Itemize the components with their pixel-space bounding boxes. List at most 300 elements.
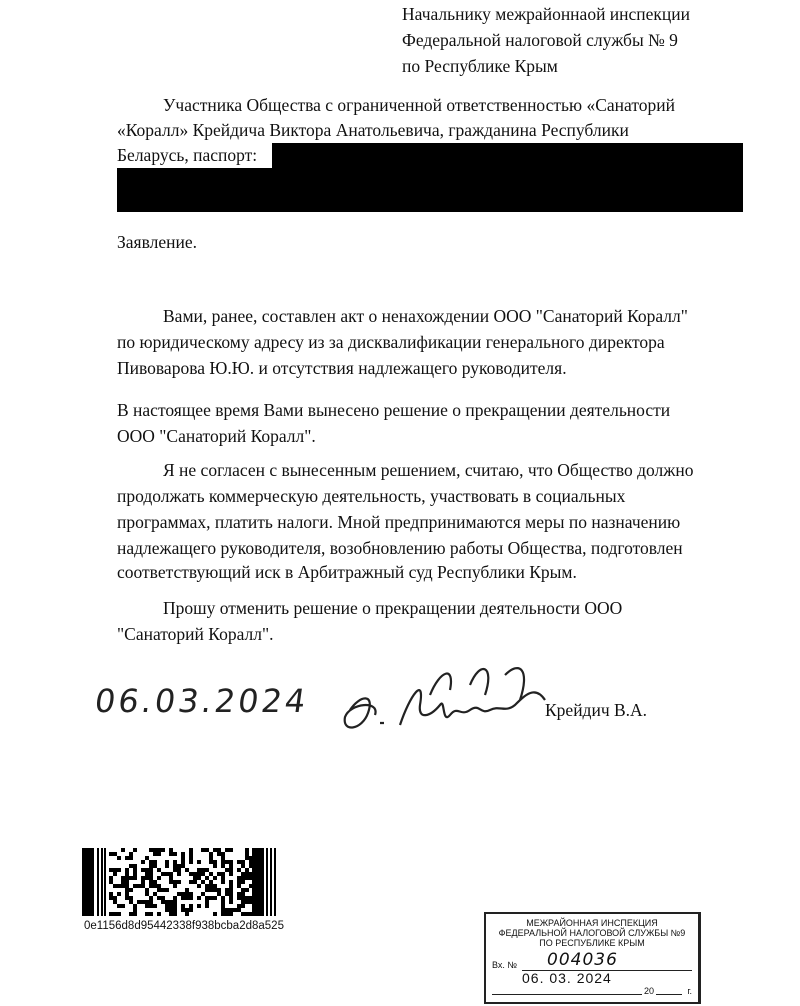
barcode-module (241, 912, 245, 916)
barcode-module (117, 868, 121, 872)
barcode-module (189, 856, 193, 860)
barcode-module (213, 876, 217, 880)
barcode-module (221, 860, 225, 864)
barcode-module (209, 888, 213, 892)
barcode-module (157, 848, 161, 852)
barcode-module (149, 896, 153, 900)
barcode-module (145, 888, 149, 892)
barcode-module (249, 872, 253, 876)
barcode-module (241, 864, 245, 868)
barcode-module (217, 872, 221, 876)
stamp-date: 06. 03. 2024 (522, 970, 612, 986)
barcode-module (125, 880, 129, 884)
barcode-module (229, 900, 233, 904)
barcode-module (173, 880, 177, 884)
registration-stamp (484, 912, 701, 1004)
barcode-module (173, 860, 177, 864)
barcode-module (237, 896, 241, 900)
barcode-module (157, 896, 161, 900)
barcode-module (149, 864, 153, 868)
barcode-module (229, 880, 233, 884)
barcode-module (205, 904, 209, 908)
barcode-module (157, 912, 161, 916)
barcode-module (229, 860, 233, 864)
barcode-module (189, 852, 193, 856)
paragraph-line: Вами, ранее, составлен акт о ненахождении ООО "Санаторий Коралл" (163, 306, 688, 326)
barcode-module (181, 904, 185, 908)
barcode-module (197, 868, 201, 872)
barcode-module (213, 888, 217, 892)
barcode-module (221, 896, 225, 900)
barcode-module (149, 884, 153, 888)
barcode-module (201, 848, 205, 852)
barcode-module (121, 904, 125, 908)
barcode-module (185, 908, 189, 912)
barcode-module (169, 872, 173, 876)
barcode-module (129, 900, 133, 904)
barcode-module (225, 908, 229, 912)
barcode-module (237, 908, 241, 912)
barcode-module (153, 880, 157, 884)
barcode-module (197, 896, 201, 900)
barcode-module (245, 848, 249, 852)
barcode-module (229, 912, 233, 916)
barcode-module (229, 864, 233, 868)
barcode-module (249, 884, 253, 888)
barcode-module (201, 880, 205, 884)
barcode-module (121, 848, 125, 852)
barcode-module (125, 872, 129, 876)
barcode-module (113, 912, 117, 916)
barcode-module (241, 888, 245, 892)
barcode-module (169, 900, 173, 904)
barcode-module (165, 904, 169, 908)
barcode-module (117, 856, 121, 860)
barcode-module (205, 900, 209, 904)
barcode-module (125, 884, 129, 888)
barcode-module (245, 868, 249, 872)
barcode-module (101, 848, 103, 916)
barcode-module (197, 884, 201, 888)
barcode-module (109, 896, 113, 900)
barcode-module (193, 876, 197, 880)
barcode-module (205, 888, 209, 892)
barcode-module (153, 884, 157, 888)
barcode-module (145, 868, 149, 872)
paragraph-line: ООО "Санаторий Коралл". (117, 426, 316, 446)
barcode-module (129, 856, 133, 860)
barcode-module (229, 884, 233, 888)
barcode-module (161, 896, 165, 900)
barcode-module (189, 848, 193, 852)
barcode-module (229, 896, 233, 900)
barcode-module (221, 904, 225, 908)
barcode-module (181, 892, 185, 896)
barcode-module (241, 876, 245, 880)
barcode-module (137, 900, 141, 904)
barcode-module (173, 900, 177, 904)
barcode-module (270, 848, 272, 916)
barcode-module (225, 860, 229, 864)
stamp-line: ФЕДЕРАЛЬНОЙ НАЛОГОВОЙ СЛУЖБЫ №9 (498, 928, 686, 938)
barcode-module (109, 880, 113, 884)
paragraph-line: программах, платить налоги. Мной предпринимаются меры по назначению (117, 512, 681, 532)
barcode-module (249, 856, 253, 860)
barcode-module (205, 868, 209, 872)
sender-line: Беларусь, паспорт: (117, 145, 258, 165)
barcode-module (169, 880, 173, 884)
redaction-box (272, 143, 743, 169)
barcode-module (252, 848, 264, 916)
barcode-module (189, 880, 193, 884)
barcode-module (113, 852, 117, 856)
barcode-module (245, 896, 249, 900)
barcode-module (189, 860, 193, 864)
barcode-module (141, 880, 145, 884)
barcode-module (153, 904, 157, 908)
barcode-module (129, 864, 133, 868)
barcode-module (161, 848, 165, 852)
barcode-module (221, 864, 225, 868)
barcode-module (141, 900, 145, 904)
incoming-label: Вх. № (492, 960, 518, 970)
barcode-module (117, 892, 121, 896)
barcode-module (173, 904, 177, 908)
barcode-module (169, 908, 173, 912)
barcode-module (213, 848, 217, 852)
year-prefix: 20 (644, 986, 655, 996)
barcode-module (181, 852, 185, 856)
barcode-module (169, 912, 173, 916)
year-suffix: г. (687, 986, 692, 996)
barcode-module (165, 888, 169, 892)
barcode-module (241, 872, 245, 876)
paragraph-line: В настоящее время Вами вынесено решение о прекращении деятельности (117, 400, 671, 420)
barcode-module (141, 860, 145, 864)
barcode-module (229, 872, 233, 876)
barcode-module (209, 884, 213, 888)
barcode-module (157, 876, 161, 880)
barcode-module (221, 852, 225, 856)
barcode-module (229, 888, 233, 892)
barcode-module (221, 872, 225, 876)
barcode-module (109, 912, 113, 916)
signature (330, 655, 570, 740)
barcode-module (225, 848, 229, 852)
barcode-module (173, 868, 177, 872)
barcode-module (241, 896, 245, 900)
barcode-module (209, 880, 213, 884)
barcode-module (209, 896, 213, 900)
barcode-module (133, 864, 137, 868)
barcode-module (181, 860, 185, 864)
barcode-module (117, 904, 121, 908)
paragraph-line: "Санаторий Коралл". (117, 624, 274, 644)
barcode-module (245, 912, 249, 916)
barcode-module (181, 896, 185, 900)
barcode-module (145, 872, 149, 876)
barcode-module (241, 880, 245, 884)
barcode-module (245, 876, 249, 880)
barcode-module (237, 904, 241, 908)
barcode-module (149, 904, 153, 908)
barcode-module (221, 900, 225, 904)
barcode-text: 0e1156d8d95442338f938bcba2d8a525 (84, 920, 284, 932)
paragraph-line: Прошу отменить решение о прекращении деятельности ООО (163, 598, 623, 618)
barcode-module (173, 864, 177, 868)
barcode-module (249, 912, 253, 916)
barcode-module (145, 892, 149, 896)
sender-line: «Коралл» Крейдича Виктора Анатольевича, гражданина Республики (117, 120, 629, 140)
barcode-module (229, 908, 233, 912)
barcode-module (225, 892, 229, 896)
barcode-module (233, 908, 237, 912)
barcode-module (169, 876, 173, 880)
barcode-module (177, 864, 181, 868)
barcode-module (189, 872, 193, 876)
barcode-module (125, 888, 129, 892)
paragraph-line: Я не согласен с вынесенным решением, считаю, что Общество должно (163, 460, 694, 480)
barcode-module (133, 904, 137, 908)
barcode-module (121, 880, 125, 884)
barcode-module (169, 904, 173, 908)
barcode-module (113, 868, 117, 872)
barcode-module (249, 864, 253, 868)
barcode-module (149, 848, 153, 852)
barcode-module (109, 868, 113, 872)
barcode-module (197, 904, 201, 908)
barcode-module (177, 872, 181, 876)
barcode-module (241, 904, 245, 908)
paragraph-line: надлежащего руководителя, возобновлению работы Общества, подготовлен (117, 538, 683, 558)
barcode-module (173, 852, 177, 856)
barcode-module (213, 864, 217, 868)
barcode-module (149, 868, 153, 872)
barcode-module (221, 876, 225, 880)
barcode-module (225, 868, 229, 872)
barcode-module (145, 876, 149, 880)
barcode-module (145, 904, 149, 908)
barcode-module (221, 912, 225, 916)
barcode-module (165, 860, 169, 864)
barcode-module (213, 860, 217, 864)
barcode-module (149, 880, 153, 884)
barcode-module (237, 884, 241, 888)
barcode-module (129, 852, 133, 856)
barcode-module (237, 876, 241, 880)
barcode-module (181, 856, 185, 860)
barcode-module (185, 892, 189, 896)
addressee-line: Начальнику межрайоннаой инспекции (402, 4, 691, 24)
addressee-line: по Республике Крым (402, 56, 558, 76)
barcode-module (157, 868, 161, 872)
barcode-module (137, 884, 141, 888)
barcode-module (205, 896, 209, 900)
barcode-module (177, 880, 181, 884)
barcode-module (133, 908, 137, 912)
barcode-module (209, 872, 213, 876)
barcode-module (169, 852, 173, 856)
barcode-module (141, 876, 145, 880)
barcode-module (173, 896, 177, 900)
barcode-module (197, 876, 201, 880)
barcode-module (225, 888, 229, 892)
barcode (82, 848, 277, 918)
barcode-module (133, 884, 137, 888)
barcode-module (217, 848, 221, 852)
barcode-module (217, 888, 221, 892)
barcode-module (201, 872, 205, 876)
paragraph-line: по юридическому адресу из за дисквалификации генерального директора (117, 332, 665, 352)
barcode-module (104, 848, 106, 916)
incoming-number: 004036 (547, 950, 618, 970)
barcode-module (181, 908, 185, 912)
stamp-line: МЕЖРАЙОННАЯ ИНСПЕКЦИЯ (526, 918, 658, 928)
barcode-module (125, 892, 129, 896)
barcode-module (165, 872, 169, 876)
barcode-module (161, 872, 165, 876)
stamp-line: ПО РЕСПУБЛИКЕ КРЫМ (539, 938, 645, 948)
barcode-module (237, 860, 241, 864)
barcode-module (189, 908, 193, 912)
barcode-module (185, 868, 189, 872)
barcode-module (121, 876, 125, 880)
barcode-module (177, 892, 181, 896)
document-title: Заявление. (117, 232, 197, 252)
barcode-module (245, 888, 249, 892)
barcode-module (113, 896, 117, 900)
barcode-module (109, 876, 113, 880)
barcode-module (237, 880, 241, 884)
barcode-module (217, 892, 221, 896)
barcode-module (249, 876, 253, 880)
barcode-module (193, 880, 197, 884)
barcode-module (189, 896, 193, 900)
barcode-module (197, 860, 201, 864)
barcode-module (266, 848, 268, 916)
barcode-module (169, 848, 173, 852)
barcode-module (153, 860, 157, 864)
barcode-module (165, 900, 169, 904)
barcode-module (229, 848, 233, 852)
barcode-module (173, 884, 177, 888)
barcode-module (121, 884, 125, 888)
barcode-module (249, 900, 253, 904)
barcode-module (197, 872, 201, 876)
barcode-module (221, 908, 225, 912)
barcode-module (245, 856, 249, 860)
barcode-module (213, 896, 217, 900)
barcode-module (125, 868, 129, 872)
redaction-box (117, 168, 743, 212)
barcode-module (149, 872, 153, 876)
barcode-module (205, 848, 209, 852)
barcode-module (205, 876, 209, 880)
barcode-module (217, 852, 221, 856)
barcode-module (161, 900, 165, 904)
barcode-module (133, 872, 137, 876)
sender-line: Участника Общества с ограниченной ответственностью «Санаторий (163, 95, 675, 115)
barcode-module (165, 864, 169, 868)
barcode-module (125, 856, 129, 860)
barcode-module (149, 900, 153, 904)
barcode-module (209, 852, 213, 856)
barcode-module (145, 912, 149, 916)
barcode-module (141, 884, 145, 888)
barcode-module (185, 896, 189, 900)
barcode-module (82, 848, 94, 916)
barcode-module (245, 900, 249, 904)
barcode-module (189, 904, 193, 908)
barcode-module (181, 864, 185, 868)
barcode-module (133, 868, 137, 872)
barcode-module (109, 852, 113, 856)
barcode-module (161, 888, 165, 892)
barcode-module (245, 852, 249, 856)
barcode-module (129, 876, 133, 880)
barcode-module (185, 912, 189, 916)
barcode-module (117, 912, 121, 916)
barcode-module (157, 852, 161, 856)
barcode-module (133, 912, 137, 916)
barcode-module (221, 856, 225, 860)
barcode-module (221, 880, 225, 884)
barcode-module (109, 892, 113, 896)
barcode-module (117, 884, 121, 888)
barcode-module (157, 888, 161, 892)
barcode-module (241, 900, 245, 904)
barcode-module (225, 912, 229, 916)
barcode-module (213, 884, 217, 888)
barcode-module (145, 900, 149, 904)
barcode-module (141, 868, 145, 872)
barcode-module (133, 876, 137, 880)
barcode-module (173, 908, 177, 912)
barcode-module (153, 892, 157, 896)
barcode-module (249, 896, 253, 900)
barcode-module (237, 868, 241, 872)
barcode-module (125, 876, 129, 880)
barcode-module (113, 884, 117, 888)
paragraph-line: продолжать коммерческую деятельность, участвовать в социальных (117, 486, 626, 506)
barcode-module (129, 888, 133, 892)
barcode-module (189, 892, 193, 896)
barcode-module (201, 892, 205, 896)
barcode-module (205, 884, 209, 888)
signature-name: Крейдич В.А. (545, 700, 648, 720)
barcode-module (129, 912, 133, 916)
stamp-incoming-row (492, 950, 692, 970)
barcode-module (185, 888, 189, 892)
barcode-module (213, 912, 217, 916)
barcode-module (229, 892, 233, 896)
barcode-module (165, 908, 169, 912)
barcode-module (149, 912, 153, 916)
handwritten-date: 06.03.2024 (92, 682, 311, 720)
barcode-module (125, 896, 129, 900)
paragraph-line: Пивоварова Ю.Ю. и отсутствия надлежащего руководителя. (117, 358, 567, 378)
barcode-module (113, 900, 117, 904)
addressee-line: Федеральной налоговой службы № 9 (402, 30, 678, 50)
barcode-module (153, 864, 157, 868)
barcode-module (241, 860, 245, 864)
barcode-module (245, 872, 249, 876)
barcode-module (113, 872, 117, 876)
barcode-module (133, 848, 137, 852)
barcode-module (153, 852, 157, 856)
barcode-module (149, 876, 153, 880)
barcode-module (157, 884, 161, 888)
